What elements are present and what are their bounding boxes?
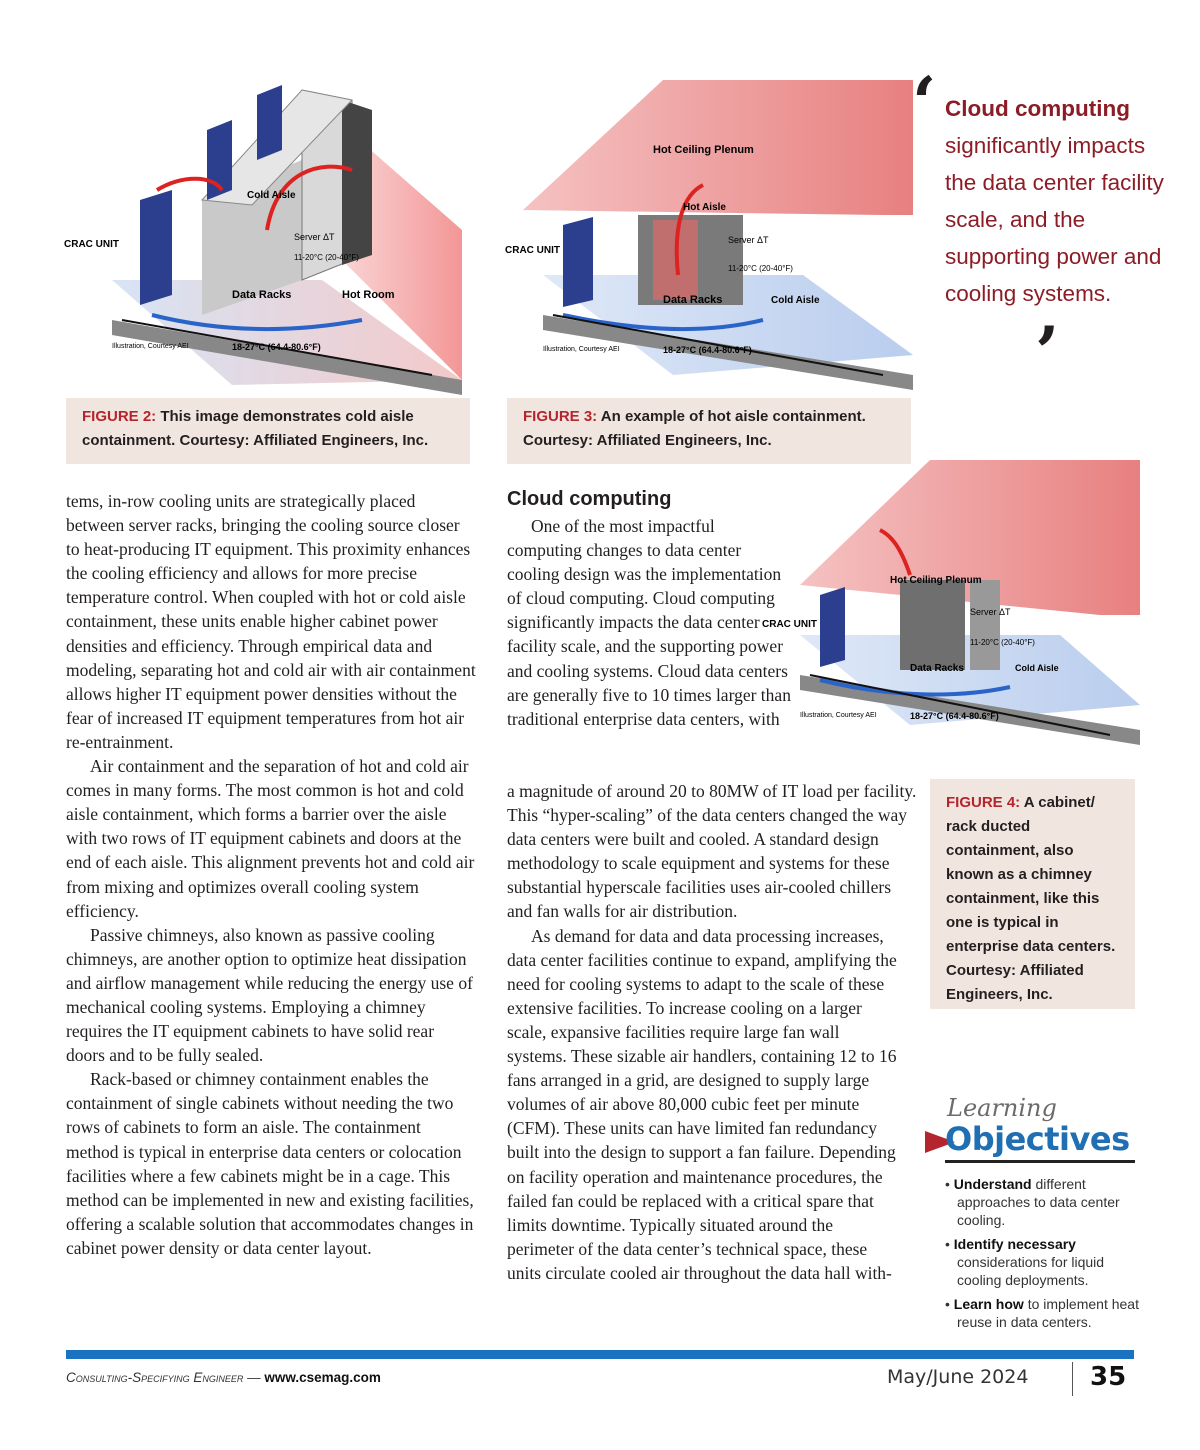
publication-url[interactable]: www.csemag.com — [264, 1370, 381, 1385]
learning-list — [945, 1175, 1140, 1337]
footer-separator: — — [243, 1370, 265, 1385]
page-number: 35 — [1090, 1362, 1127, 1392]
body-paragraph: Rack-based or chimney containment enables the containment of single cabinets without needing the two rows of cabinets to form an aisle. The containment method is typical in enterprise data centers or colocation facilities where a few cabinets might be in a cage. This method can be implemented in new and existing facilities, offering a scalable solution that accommodates changes in cabinet power density or data center layout. — [66, 1069, 474, 1258]
section-heading: Cloud computing — [507, 488, 672, 510]
caption-text: A cabinet/ rack ducted containment, also known as a chimney containment, like this one is typical in enterprise data centers. Courtesy: Affiliated Engineers, Inc. — [946, 794, 1116, 1003]
server-dt-label: Server ΔT — [294, 232, 335, 242]
body-paragraph: a magnitude of around 20 to 80MW of IT load per facility. This “hyper-scaling” of the data centers changed the way data centers were built and cooled. A standard design methodology to scale equipment and systems for these substantial hyperscale facilities uses air-cooled chillers and fan walls for air distribution. — [507, 781, 917, 922]
caption-label: FIGURE 4: — [946, 794, 1021, 811]
caption-text: An example of hot aisle containment. Courtesy: Affiliated Engineers, Inc. — [523, 408, 866, 449]
figure-3-illustration — [503, 75, 913, 395]
body-paragraph: As demand for data and data processing increases, data center facilities continue to expand, amplifying the need for cooling systems to adapt to the scale of these extensive facilities. To increase cooling on a larger scale, expansive facilities require large fan wall systems. These sizable air handlers, containing 12 to 16 fans arranged in a grid, are designed to supply large volumes of air above 80,000 cubic feet per minute (CFM). These units can have limited fan redundancy built into the design to support a fan failure. Depending on facility operation and maintenance procedures, the failed fan could be replaced with a critical spare that limits downtime. Typically situated around the perimeter of the data center’s technical space, these units circulate cooled air throughout the data hall with- — [507, 925, 897, 1283]
figure-2-caption — [66, 398, 470, 464]
middle-column-narrow — [507, 514, 792, 731]
middle-column-wide — [507, 779, 919, 1285]
plenum-label: Hot Ceiling Plenum — [653, 144, 754, 156]
open-quote-mark: ‘ — [912, 61, 937, 144]
learning-divider — [945, 1160, 1135, 1163]
cold-aisle-label: Cold Aisle — [1015, 663, 1059, 673]
server-dt-label: Server ΔT — [970, 607, 1011, 617]
cold-aisle-diagram — [62, 80, 472, 395]
crac-unit-label: CRAC UNIT — [762, 619, 817, 630]
credit-label: Illustration, Courtesy AEI — [112, 343, 189, 350]
footer-rule — [66, 1350, 1134, 1359]
learning-title-main: Objectives — [945, 1120, 1130, 1158]
data-racks-label: Data Racks — [663, 294, 723, 306]
figure-2-illustration — [62, 80, 472, 395]
hot-aisle-label: Hot Aisle — [683, 202, 726, 213]
temp-label: 18-27°C (64.4-80.6°F) — [232, 342, 321, 352]
caption-text: This image demonstrates cold aisle containment. Courtesy: Affiliated Engineers, Inc. — [82, 408, 429, 449]
body-paragraph: Passive chimneys, also known as passive cooling chimneys, are another option to optimize heat dissipation and airflow management while reducing the energy use of mechanical cooling systems. Employing a chimney requires the IT equipment cabinets to have solid rear doors and to be fully sealed. — [66, 924, 473, 1066]
temp-label: 18-27°C (64.4-80.6°F) — [663, 345, 752, 355]
left-column — [66, 489, 476, 1260]
footer-issue: May/June 2024 — [887, 1366, 1029, 1388]
server-range-label: 11-20°C (20-40°F) — [294, 253, 359, 262]
caption-label: FIGURE 2: — [82, 408, 157, 425]
credit-label: Illustration, Courtesy AEI — [800, 712, 877, 719]
crac-unit-label: CRAC UNIT — [64, 239, 119, 250]
pull-quote — [945, 90, 1175, 312]
credit-label: Illustration, Courtesy AEI — [543, 346, 620, 353]
footer-divider — [1072, 1362, 1073, 1396]
list-item: • Learn how to implement heat reuse in data centers. — [945, 1296, 1139, 1330]
server-dt-label: Server ΔT — [728, 235, 769, 245]
pull-quote-text: significantly impacts the data center facility scale, and the supporting power and cooling systems. — [945, 133, 1164, 306]
hot-aisle-diagram — [503, 75, 913, 395]
footer-publication — [66, 1370, 381, 1385]
body-paragraph: tems, in-row cooling units are strategically placed between server racks, bringing the cooling source closer to heat-producing IT equipment. This proximity enhances the cooling efficiency and allows for more precise temperature control. When coupled with hot or cold aisle containment, these units enable higher cabinet power densities and efficiency. Through empirical data and modeling, separating hot and cold air with air containment allows higher IT equipment power densities without the fear of increased IT equipment temperatures from hot air re-entrainment. — [66, 491, 476, 752]
close-quote-mark: ’ — [1035, 311, 1060, 394]
learning-title-script: Learning — [947, 1094, 1057, 1122]
crac-unit-label: CRAC UNIT — [505, 245, 560, 256]
plenum-label: Hot Ceiling Plenum — [890, 575, 982, 586]
caption-label: FIGURE 3: — [523, 408, 598, 425]
list-item: • Identify necessary considerations for liquid cooling deployments. — [945, 1236, 1105, 1288]
server-range-label: 11-20°C (20-40°F) — [728, 264, 793, 273]
figure-4-caption — [930, 779, 1135, 1009]
body-paragraph: Air containment and the separation of hot and cold air comes in many forms. The most common is hot and cold aisle containment, which forms a barrier over the aisle with two rows of IT equipment cabinets and doors at the end of each aisle. This alignment prevents hot and cold air from mixing and optimizes overall cooling system efficiency. — [66, 756, 475, 921]
figure-4-illustration — [760, 455, 1140, 770]
list-item: • Understand different approaches to data center cooling. — [945, 1176, 1120, 1228]
chimney-containment-diagram — [760, 455, 1140, 770]
data-racks-label: Data Racks — [232, 289, 292, 301]
temp-label: 18-27°C (64.4-80.6°F) — [910, 711, 999, 721]
server-range-label: 11-20°C (20-40°F) — [970, 638, 1035, 647]
publication-name: Consulting-Specifying Engineer — [66, 1370, 244, 1385]
hot-room-label: Hot Room — [342, 289, 395, 301]
pull-quote-highlight: Cloud computing — [945, 96, 1130, 121]
cold-aisle-label: Cold Aisle — [771, 295, 820, 306]
body-paragraph: One of the most impactful computing changes to data center cooling design was the implementation of cloud computing. Cloud computing significantly impacts the data center facility scale, and the supporting power and cooling systems. Cloud data centers are generally five to 10 times larger than traditional enterprise data centers, with — [507, 516, 791, 729]
cold-aisle-label: Cold Aisle — [247, 190, 296, 201]
data-racks-label: Data Racks — [910, 663, 964, 674]
